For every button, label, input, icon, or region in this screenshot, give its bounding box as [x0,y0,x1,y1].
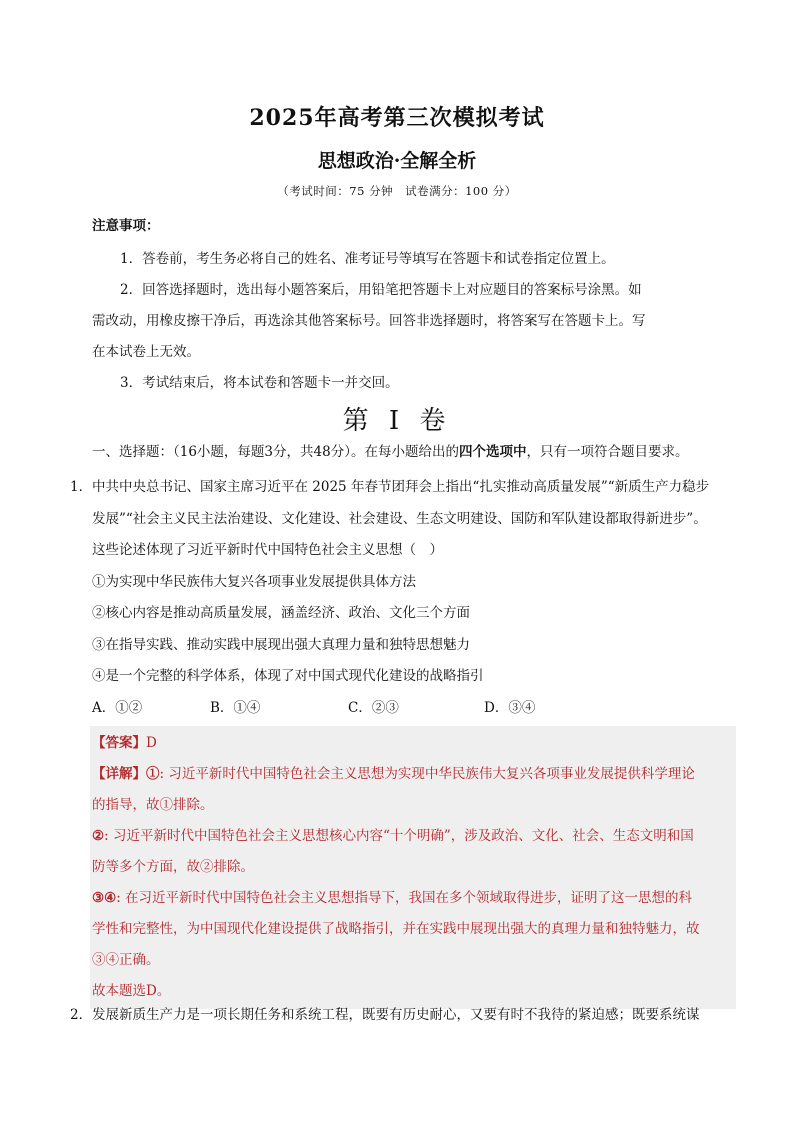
section-intro [92,440,722,460]
detail-mark: ② [92,828,105,844]
note-line: 在本试卷上无效。 [92,344,200,360]
section-intro-bold: 四个选项中 [458,444,527,460]
note-line: 1．答卷前，考生务必将自己的姓名、准考证号等填写在答题卡和试卷指定位置上。 [120,251,615,267]
detail-text: : 习近平新时代中国特色社会主义思想核心内容“十个明确”，涉及政治、文化、社会、生态文明和国 [104,828,694,844]
exam-title: 2025年高考第三次模拟考试 [249,105,545,131]
detail-line [92,790,736,821]
answer-line [92,728,736,759]
detail-line [92,852,736,883]
answer-value: D [146,735,157,751]
question-stem-line: 发展”“社会主义民主法治建设、文化建设、社会建设、生态文明建设、国防和军队建设都取得新进步”。 [92,510,707,527]
answer-label: 【答案】 [92,735,146,751]
question-1 [70,472,730,1009]
note-line: 2．回答选择题时，选出每小题答案后，用铅笔把答题卡上对应题目的答案标号涂黑。如 [120,282,642,298]
question-number: 1． [70,479,93,495]
options-row [92,693,730,725]
detail-line [92,821,736,852]
detail-mark: ③④ [92,890,117,906]
note-line: 需改动，用橡皮擦干净后，再选涂其他答案标号。回答非选择题时，将答案写在答题卡上。写 [92,313,646,329]
question-stem-line: 中共中央总书记、国家主席习近平在 2025 年春节团拜会上指出“扎实推动高质量发展”“新质生产力稳步 [92,479,710,495]
statement-item: ④是一个完整的科学体系，体现了对中国式现代化建设的战略指引 [92,668,484,684]
option-a: A．①② [92,699,143,716]
option-b: B．①④ [210,699,261,716]
option-d: D．③④ [484,699,536,716]
statement-item: ②核心内容是推动高质量发展，涵盖经济、政治、文化三个方面 [92,605,470,621]
detail-line [92,883,736,914]
exam-info: （考试时间：75 分钟 试卷满分：100 分） [277,184,517,198]
section-intro-suffix: ，只有一项符合题目要求。 [526,444,689,460]
detail-text: 的指导，故①排除。 [92,797,214,813]
statement-item: ③在指导实践、推动实践中展现出强大真理力量和独特思想魅力 [92,636,470,653]
notes-heading: 注意事项： [92,218,160,234]
detail-text: : 在习近平新时代中国特色社会主义思想指导下，我国在多个领域取得进步，证明了这一思想的科 [116,890,693,906]
detail-text: 学性和完整性，为中国现代化建设提供了战略指引，并在实践中展现出强大的真理力量和独特魅力，故 [92,921,700,937]
section-intro-prefix: 一、选择题：（16小题，每题3分，共48分）。在每小题给出的 [92,444,459,460]
detail-text: ③④正确。 [92,952,160,968]
question-number: 2． [70,1007,93,1023]
detail-text: : 习近平新时代中国特色社会主义思想为实现中华民族伟大复兴各项事业发展提供科学理论 [159,766,695,782]
question-stem-line: 发展新质生产力是一项长期任务和系统工程，既要有历史耐心，又要有时不我待的紧迫感；既要系统谋 [92,1007,700,1023]
notes-section [92,214,712,399]
conclusion-line: 故本题选D。 [92,983,171,999]
detail-line [92,945,736,976]
detail-text: 防等多个方面，故②排除。 [92,859,254,875]
detail-line [92,914,736,945]
note-line: 3．考试结束后，将本试卷和答题卡一并交回。 [120,375,399,391]
question-stem-line: 这些论述体现了习近平新时代中国特色社会主义思想（ ） [92,542,443,558]
statement-item: ①为实现中华民族伟大复兴各项事业发展提供具体方法 [92,573,416,590]
option-c: C．②③ [348,699,399,716]
detail-label: 【详解】 [92,766,146,782]
detail-line [92,759,736,790]
section-title: 第 I 卷 [342,406,452,436]
answer-box [90,726,736,1009]
question-2 [70,1000,730,1032]
exam-subtitle: 思想政治·全解全析 [317,150,477,172]
detail-mark: ① [146,766,160,782]
